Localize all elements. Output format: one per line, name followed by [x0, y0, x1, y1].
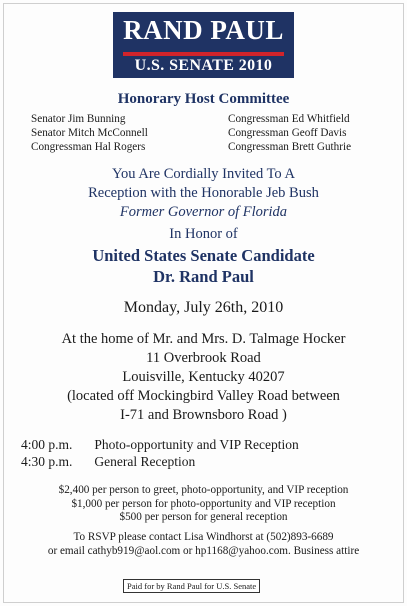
committee-right-column — [228, 112, 351, 154]
address-line: 11 Overbrook Road — [146, 350, 261, 366]
rsvp-line: To RSVP please contact Lisa Windhorst at (502)893-6689 — [73, 531, 334, 543]
committee-member: Congressman Ed Whitfield — [228, 113, 350, 125]
pricing-tiers — [0, 484, 407, 525]
logo-subtitle: U.S. SENATE 2010 — [134, 57, 273, 74]
address-line: At the home of Mr. and Mrs. D. Talmage Hocker — [61, 331, 346, 347]
candidate-line: United States Senate Candidate — [92, 246, 315, 265]
committee-member: Senator Jim Bunning — [31, 113, 126, 125]
logo-name: RAND PAUL — [123, 15, 284, 45]
schedule-event: Photo-opportunity and VIP Reception — [94, 437, 299, 452]
schedule-time: 4:30 p.m. — [21, 454, 73, 469]
invitation-line: You Are Cordially Invited To A — [112, 166, 295, 182]
price-line: $2,400 per person to greet, photo-opportunity, and VIP reception — [58, 484, 349, 496]
price-line: $500 per person for general reception — [119, 511, 288, 523]
invitation-text — [0, 165, 407, 222]
invitation-line: Reception with the Honorable Jeb Bush — [88, 185, 319, 201]
schedule-event: General Reception — [94, 454, 196, 469]
event-address — [0, 330, 407, 425]
campaign-logo — [113, 12, 294, 78]
address-line: Louisville, Kentucky 40207 — [122, 369, 285, 385]
schedule-row — [21, 436, 299, 453]
committee-title: Honorary Host Committee — [117, 91, 290, 107]
event-date: Monday, July 26th, 2010 — [123, 299, 284, 316]
paid-for-disclaimer: Paid for by Rand Paul for U.S. Senate — [123, 579, 260, 593]
committee-member: Senator Mitch McConnell — [31, 127, 148, 139]
honor-label: In Honor of — [169, 226, 238, 242]
invitation-guest-title: Former Governor of Florida — [119, 204, 288, 220]
address-line: (located off Mockingbird Valley Road between — [67, 388, 340, 404]
committee-left-column — [31, 112, 148, 154]
committee-member: Congressman Geoff Davis — [228, 127, 347, 139]
rsvp-line: or email cathyb919@aol.com or hp1168@yahoo.com. Business attire — [47, 545, 360, 557]
candidate-heading — [0, 245, 407, 287]
address-line: I-71 and Brownsboro Road ) — [120, 407, 287, 423]
schedule-row — [21, 453, 299, 470]
schedule-time: 4:00 p.m. — [21, 437, 73, 452]
committee-member: Congressman Hal Rogers — [31, 141, 146, 153]
candidate-name: Dr. Rand Paul — [153, 267, 254, 286]
rsvp-info — [0, 530, 407, 558]
event-schedule — [21, 436, 299, 470]
price-line: $1,000 per person for photo-opportunity and VIP reception — [71, 497, 336, 510]
logo-red-stripe — [123, 52, 284, 56]
committee-member: Congressman Brett Guthrie — [228, 141, 352, 153]
